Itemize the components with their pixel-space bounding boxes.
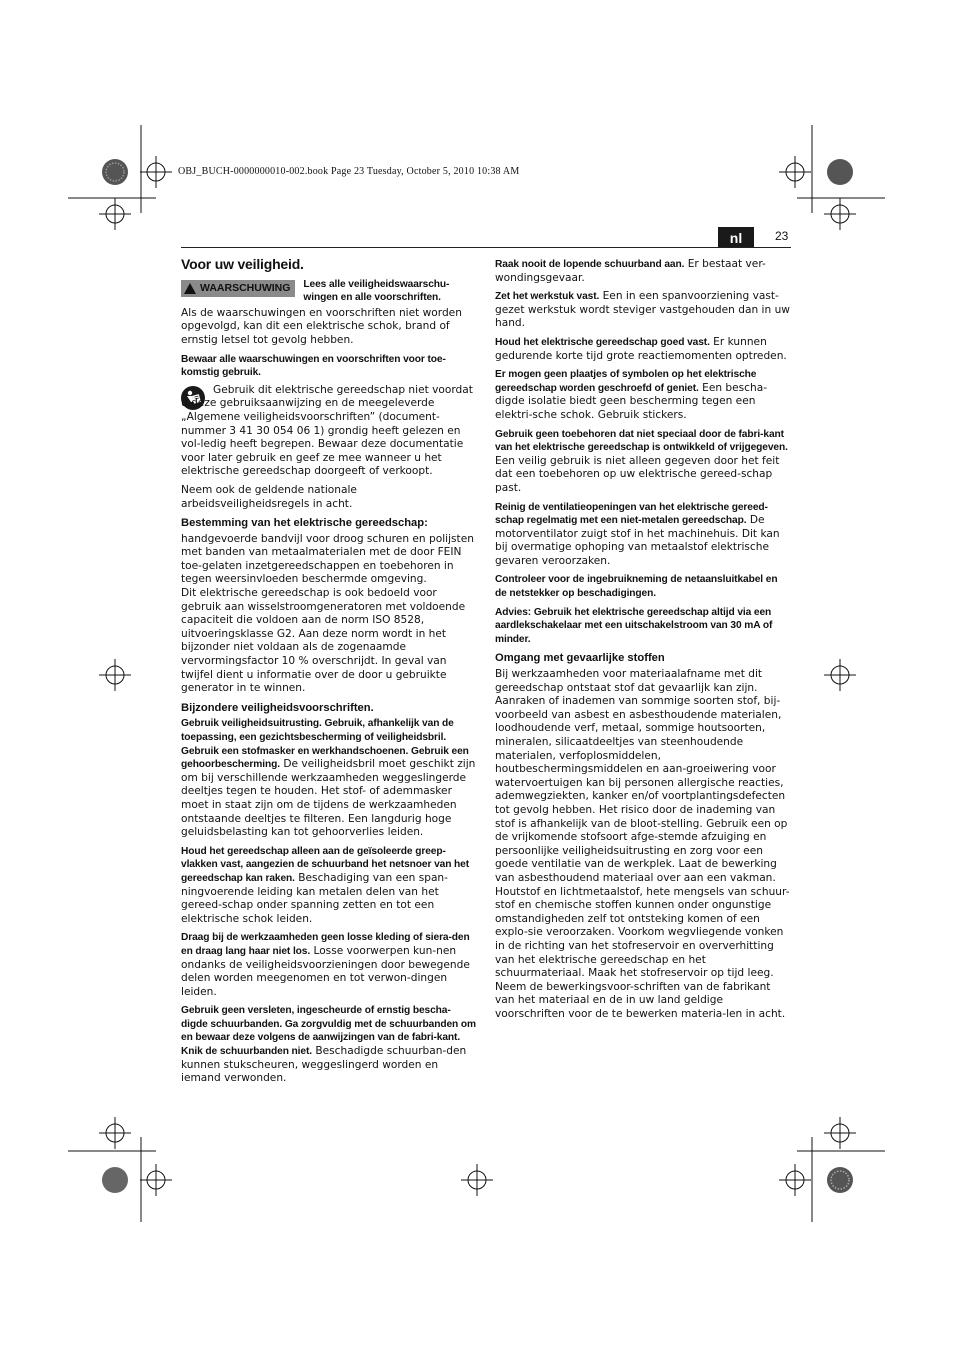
body-text: De veiligheidsbril moet geschikt zijn om bij verschillende werkzaamheden weggeslingerde deeltjes tegen te houden. Het stof- of ademmasker moet in staat zijn om de tijdens de werkzaamheden ontstaande deeltjes te filteren. Een langdurig hoge geluidsbelasting kan tot gehoorverlies leiden. [181,758,476,839]
paragraph [495,368,791,422]
subheading: Omgang met gevaarlijke stoffen [495,652,665,665]
body-text: Beschadiging van een span-ningvoerende leiding kan metalen delen van het gereed-schap onder spanning zetten en tot een elektrische schok leiden. [181,871,448,925]
bold-lead: Houd het gereedschap alleen aan de geïsoleerde greep-vlakken vast, aangezien de schuurband het netsnoer van het gereedschap kan raken. [181,845,470,884]
subheading: Bijzondere veiligheidsvoorschriften. [181,701,374,714]
paragraph [181,931,477,999]
body-text: Een bescha-digde isolatie biedt geen bescherming tegen een elektri-sche schok. Gebruik stickers. [495,381,768,421]
bold-lead: Zet het werkstuk vast. [495,291,600,303]
warning-block [181,278,477,305]
language-tab: nl [718,227,754,248]
paragraph [495,428,791,496]
paragraph [495,501,791,569]
header-rule [181,247,791,248]
paragraph: handgevoerde bandvijl voor droog schuren en polijsten met banden van metaalmaterialen met de door FEIN toe-gelaten inzetgereedschappen en toebehoren in tegen weersinvloeden beschermde omgeving. [181,532,474,586]
body-text: Beschadigde schuurban-den kunnen stukscheuren, weggeslingerd worden en iemand verwonden. [181,1045,467,1085]
bold-lead: Gebruik geen toebehoren dat niet speciaal door de fabri-kant van het elektrische gereedschap is ontwikkeld of vrijgegeven. [495,428,788,454]
bold-lead: Er mogen geen plaatjes of symbolen op het elektrische gereedschap worden geschroefd of geniet. [495,369,757,394]
bold-lead: Reinig de ventilatieopeningen van het elektrische gereed-schap regelmatig met een niet-metalen gereedschap. [495,501,768,527]
body-text: Losse voorwerpen kun-nen ondanks de veiligheidsvoorzieningen door bewegende delen worden meegenomen en tot verwon-dingen leiden. [181,944,470,998]
paragraph [181,1004,477,1086]
body-text: De motorventilator zuigt stof in het machinehuis. Dit kan bij overmatige ophoping van metaalstof elektrische gevaren veroorzaken. [495,514,780,567]
page-number: 23 [775,229,789,243]
paragraph [181,845,477,927]
warning-lead: Lees alle veiligheidswaarschu-wingen en alle voorschriften. [303,278,450,304]
paragraph: Houtstof en lichtmetaalstof, hete mengsels van schuur-stof en chemische stoffen kunnen onder ongunstige omstandigheden zelf tot ontsteking komen of een explo-sie veroorzaken. Voorkom wegvliegende vonken in de richting van het stofreservoir en oververhitting van het elektrische gereedschap en het schuurmateriaal. Maak het stofreservoir op tijd leeg. Neem de bewerkingsvoor-schriften van de fabrikant van het materiaal en de in uw land geldige voorschriften voor de te bewerken materia-len in acht. [495,885,790,1020]
paragraph: Gebruik dit elektrische gereedschap niet voordat u deze gebruiksaanwijzing en de meegeleverde „Algemene veiligheidsvoorschriften” (document-nummer 3 41 30 054 06 1) grondig heeft gelezen en vol-ledig heeft begrepen. Bewaar deze documentatie voor later gebruik en geef ze mee wanneer u het elektrische gereedschap doorgeeft of verkoopt. [181,383,473,478]
bold-lead: Raak nooit de lopende schuurband aan. [495,259,685,270]
body-text: Er bestaat ver-wondingsgevaar. [495,258,766,284]
paragraph [181,717,477,839]
paragraph-bold: Bewaar alle waarschuwingen en voorschriften voor toe-komstig gebruik. [181,353,446,379]
body-text: Er kunnen gedurende korte tijd grote reactiemomenten optreden. [495,335,787,362]
paragraph: Dit elektrische gereedschap is ook bedoeld voor gebruik aan wisselstroomgeneratoren met voldoende capaciteit die voldoen aan de norm ISO 8528, uitvoeringsklasse G2. Aan deze norm wordt in het bijzonder niet voldaan als de zogenaamde vervormingsfactor 10 % overschrijdt. In geval van twijfel dient u informatie over de door u gebruikte generator in te winnen. [181,587,466,695]
bold-lead: Gebruik geen versleten, ingescheurde of ernstig bescha-digde schuurbanden. Ga zorgvuldig met de schuurbanden om en bewaar deze volgens de aanwijzingen van de fabri-kant. Knik de schuurbanden niet. [181,1005,476,1058]
right-column [495,258,791,1026]
paragraph: Bij werkzaamheden voor materiaalafname met dit gereedschap ontstaat stof dat gevaarlijk kan zijn. [495,668,763,694]
bold-lead: Houd het elektrische gereedschap goed vast. [495,336,710,348]
paragraph: Neem ook de geldende nationale arbeidsveiligheidsregels in acht. [181,483,357,510]
section-title: Voor uw veiligheid. [181,256,304,272]
paragraph [495,336,791,363]
warning-badge [181,280,295,298]
warning-triangle-icon [184,283,196,294]
paragraph-bold: Advies: Gebruik het elektrische gereedschap altijd via een aardlekschakelaar met een uitschakelstroom van 30 mA of minder. [495,606,773,645]
body-text: Een in een spanvoorziening vast-gezet werkstuk wordt steviger vastgehouden dan in uw hand. [495,290,790,330]
subheading: Bestemming van het elektrische gereedschap: [181,517,428,530]
paragraph: Als de waarschuwingen en voorschriften niet worden opgevolgd, kan dit een elektrische schok, brand of ernstig letsel tot gevolg hebben. [181,306,462,346]
bold-lead: Gebruik veiligheidsuitrusting. Gebruik, afhankelijk van de toepassing, een gezichtsbescherming of veiligheidsbril. Gebruik een stofmasker en werkhandschoenen. Gebruik een gehoorbescherming. [181,718,469,771]
paragraph [495,290,791,331]
bold-lead: Draag bij de werkzaamheden geen losse kleding of siera-den en draag lang haar niet los. [181,932,470,957]
left-column [181,258,477,1091]
paragraph-bold: Controleer voor de ingebruikneming de netaansluitkabel en de netstekker op beschadigingen. [495,574,778,600]
warning-badge-label: WAARSCHUWING [200,281,291,294]
paragraph [495,258,791,285]
paragraph: Aanraken of inademen van sommige soorten stof, bij-voorbeeld van asbest en asbesthoudende materialen, loodhoudende verf, metaal, sommige houtsoorten, mineralen, silicaatdeeltjes van steenhoudende materialen, verfoplosmiddelen, houtbeschermingsmiddelen en aan-groeiwering voor watervoertuigen kan bij personen allergische reacties, ademwegziekten, kanker en/of voortplantingsdefecten tot gevolg hebben. Het risico door de inademing van stof is afhankelijk van de bloot-stelling. Gebruik een op de vrijkomende stofsoort afge-stemde afzuiging en persoonlijke veiligheidsuitrusting en zorg voor een goede ventilatie van de werkplek. Laat de bewerking van asbesthoudend materiaal over aan een vakman. [495,695,788,884]
file-info-line: OBJ_BUCH-0000000010-002.book Page 23 Tuesday, October 5, 2010 10:38 AM [178,166,520,177]
body-text: Een veilig gebruik is niet alleen gegeven door het feit dat een toebehoren op uw elektrische gereed-schap past. [495,454,780,494]
